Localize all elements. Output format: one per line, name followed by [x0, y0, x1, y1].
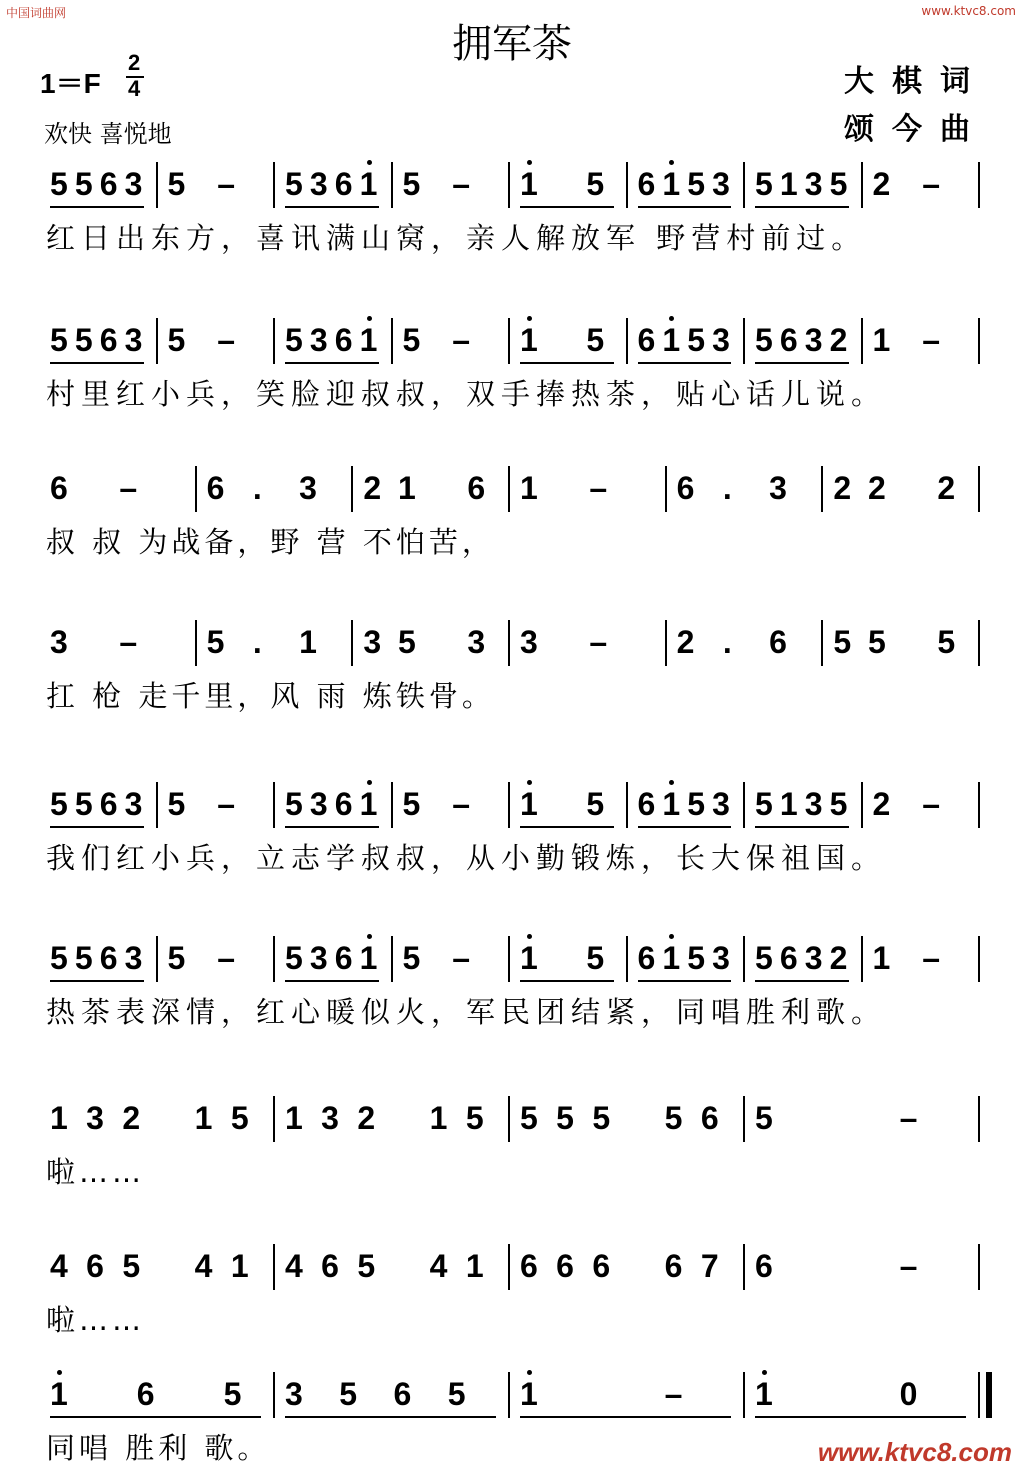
note: 6: [334, 940, 353, 976]
note: 5: [586, 166, 605, 202]
barline: [861, 782, 863, 828]
composer-credit: 颂今曲: [844, 112, 988, 147]
note-row: [44, 622, 994, 666]
note: 5: [402, 940, 421, 976]
barline: [273, 318, 275, 364]
lyricist-credit: 大棋词: [844, 64, 988, 99]
final-barline: [986, 1372, 992, 1418]
note: 3: [50, 624, 68, 660]
note: 3: [124, 940, 143, 976]
note: 2: [363, 470, 382, 506]
barline: [821, 620, 823, 666]
barline: [156, 782, 158, 828]
beam-underline: [520, 1416, 731, 1418]
note-row: [44, 164, 994, 208]
note: 5: [664, 1100, 683, 1136]
note: 1: [662, 940, 681, 976]
note: 5: [50, 166, 68, 202]
note: 5: [223, 1376, 242, 1412]
octave-dot: [367, 160, 372, 165]
note: –: [589, 624, 608, 660]
note: –: [452, 786, 471, 822]
note: 3: [804, 322, 823, 358]
barline: [273, 1244, 275, 1290]
note: –: [119, 470, 138, 506]
note: 5: [755, 166, 773, 202]
key-signature: 1＝F: [40, 68, 101, 99]
note: 5: [586, 322, 605, 358]
note: 1: [359, 166, 378, 202]
note: –: [452, 166, 471, 202]
note: 3: [309, 166, 328, 202]
note: 1: [359, 786, 378, 822]
note: 3: [124, 322, 143, 358]
note: 1: [520, 322, 538, 358]
note: 3: [124, 786, 143, 822]
note: 6: [50, 470, 68, 506]
note: 6: [136, 1376, 155, 1412]
barline: [273, 782, 275, 828]
barline: [273, 1372, 275, 1418]
note: 1: [520, 470, 538, 506]
beam-underline: [50, 1416, 261, 1418]
note: 6: [99, 166, 118, 202]
barline: [743, 1096, 745, 1142]
note: 2: [872, 786, 891, 822]
note: 7: [700, 1248, 719, 1284]
beam-underline: [285, 980, 379, 982]
barline: [743, 782, 745, 828]
note: 5: [206, 624, 225, 660]
note-row: [44, 468, 994, 512]
beam-underline: [285, 362, 379, 364]
lyric-line: 同唱 胜利 歌。: [46, 1431, 271, 1465]
watermark-site-name: 中国词曲网: [6, 6, 67, 20]
note: –: [899, 1100, 918, 1136]
lyric-line: 热茶表深情，红心暖似火，军民团结紧，同唱胜利歌。: [46, 995, 887, 1029]
note: 5: [755, 786, 773, 822]
barline: [391, 162, 393, 208]
note: .: [252, 624, 262, 660]
note: –: [922, 786, 941, 822]
note-row: [44, 1374, 994, 1418]
note: .: [252, 470, 262, 506]
note: 5: [339, 1376, 358, 1412]
barline: [391, 936, 393, 982]
note: 5: [755, 940, 773, 976]
note: 2: [829, 940, 848, 976]
octave-dot: [527, 160, 532, 165]
note: 6: [637, 166, 656, 202]
note: 1: [50, 1100, 68, 1136]
barline: [508, 936, 510, 982]
note: 5: [122, 1248, 141, 1284]
note: 3: [712, 940, 730, 976]
note: –: [217, 786, 236, 822]
note-row: [44, 320, 994, 364]
note: 5: [285, 786, 303, 822]
note: 6: [664, 1248, 683, 1284]
note-row: [44, 784, 994, 828]
note: 1: [398, 470, 416, 506]
note: –: [217, 166, 236, 202]
barline: [978, 466, 980, 512]
barline: [273, 936, 275, 982]
barline: [821, 466, 823, 512]
barline: [626, 936, 628, 982]
note: 6: [520, 1248, 538, 1284]
beam-underline: [520, 826, 614, 828]
barline: [978, 318, 980, 364]
note: 3: [712, 166, 730, 202]
note: 5: [402, 322, 421, 358]
beam-underline: [755, 980, 849, 982]
note: 6: [393, 1376, 412, 1412]
tempo-marking: 欢快 喜悦地: [44, 120, 172, 148]
note: 6: [700, 1100, 719, 1136]
note: 6: [779, 940, 798, 976]
beam-underline: [638, 826, 732, 828]
note: 6: [755, 1248, 773, 1284]
note: 5: [687, 322, 706, 358]
meter-numerator: 2: [128, 50, 141, 75]
barline: [508, 1244, 510, 1290]
note: 5: [402, 166, 421, 202]
barline: [743, 318, 745, 364]
barline: [508, 466, 510, 512]
note: 3: [804, 940, 823, 976]
note: 5: [520, 1100, 538, 1136]
note: 3: [299, 470, 317, 506]
note: 5: [829, 786, 848, 822]
note: 5: [398, 624, 416, 660]
note: 1: [359, 940, 378, 976]
note: 1: [779, 166, 798, 202]
beam-underline: [285, 206, 379, 208]
barline: [508, 1372, 510, 1418]
octave-dot: [57, 1370, 62, 1375]
note: –: [922, 322, 941, 358]
note: –: [922, 940, 941, 976]
octave-dot: [527, 780, 532, 785]
note: 5: [74, 940, 93, 976]
note: 6: [334, 166, 353, 202]
note: 2: [833, 470, 852, 506]
barline: [508, 162, 510, 208]
lyric-line: 扛 枪 走千里，风 雨 炼铁骨。: [46, 679, 495, 713]
barline: [743, 1372, 745, 1418]
note: 5: [586, 786, 605, 822]
beam-underline: [755, 206, 849, 208]
note: 3: [309, 786, 328, 822]
note: 5: [74, 786, 93, 822]
note: 1: [299, 624, 317, 660]
note: 5: [687, 786, 706, 822]
note: 3: [520, 624, 538, 660]
note-row: [44, 1098, 994, 1142]
note: 6: [86, 1248, 104, 1284]
beam-underline: [520, 362, 614, 364]
note: 1: [285, 1100, 303, 1136]
note: 1: [520, 786, 538, 822]
barline: [508, 782, 510, 828]
lyric-line: 叔 叔 为战备，野 营 不怕苦，: [46, 525, 495, 559]
note: 0: [899, 1376, 918, 1412]
note: 6: [99, 322, 118, 358]
note: 6: [556, 1248, 574, 1284]
barline: [743, 162, 745, 208]
note: 1: [230, 1248, 249, 1284]
note: –: [217, 940, 236, 976]
note: 5: [50, 786, 68, 822]
note: 1: [465, 1248, 484, 1284]
note: 4: [194, 1248, 213, 1284]
note: 5: [285, 322, 303, 358]
beam-underline: [285, 1416, 496, 1418]
barline: [156, 936, 158, 982]
barline: [743, 936, 745, 982]
beam-underline: [50, 980, 144, 982]
note: 1: [872, 940, 891, 976]
note: 5: [465, 1100, 484, 1136]
octave-dot: [367, 934, 372, 939]
octave-dot: [527, 316, 532, 321]
note: 5: [687, 166, 706, 202]
note: 6: [99, 940, 118, 976]
lyric-line: 村里红小兵，笑脸迎叔叔，双手捧热茶，贴心话儿说。: [46, 377, 887, 411]
note: 6: [637, 940, 656, 976]
note: 6: [779, 322, 798, 358]
note-row: [44, 1246, 994, 1290]
note: 2: [122, 1100, 141, 1136]
note: 5: [937, 624, 956, 660]
note: 3: [363, 624, 382, 660]
note: 1: [662, 786, 681, 822]
barline: [156, 162, 158, 208]
octave-dot: [762, 1370, 767, 1375]
note: –: [899, 1248, 918, 1284]
beam-underline: [50, 826, 144, 828]
note: 6: [676, 470, 695, 506]
meter-denominator: 4: [128, 76, 141, 101]
barline: [195, 620, 197, 666]
barline: [978, 620, 980, 666]
note: 1: [662, 322, 681, 358]
note: –: [452, 322, 471, 358]
note: 1: [194, 1100, 213, 1136]
note: 5: [829, 166, 848, 202]
note: 4: [285, 1248, 303, 1284]
barline: [665, 466, 667, 512]
note: 2: [872, 166, 891, 202]
note: 2: [676, 624, 695, 660]
octave-dot: [367, 316, 372, 321]
barline: [508, 620, 510, 666]
note: 5: [833, 624, 852, 660]
note: 3: [321, 1100, 339, 1136]
note: 5: [167, 166, 186, 202]
barline: [978, 1372, 980, 1418]
note: 6: [321, 1248, 339, 1284]
barline: [195, 466, 197, 512]
barline: [626, 162, 628, 208]
beam-underline: [638, 362, 732, 364]
note: –: [589, 470, 608, 506]
note: 6: [637, 322, 656, 358]
note: 5: [74, 322, 93, 358]
barline: [978, 162, 980, 208]
note: 6: [206, 470, 225, 506]
note: 5: [402, 786, 421, 822]
note: 5: [357, 1248, 376, 1284]
barline: [273, 162, 275, 208]
note: 3: [124, 166, 143, 202]
lyric-line: 我们红小兵，立志学叔叔，从小勤锻炼，长大保祖国。: [46, 841, 887, 875]
note: 5: [285, 940, 303, 976]
note: 1: [520, 166, 538, 202]
note: 4: [50, 1248, 68, 1284]
beam-underline: [520, 980, 614, 982]
note: 5: [447, 1376, 466, 1412]
lyric-line: 啦……: [46, 1303, 146, 1337]
note: 2: [937, 470, 956, 506]
note: 5: [74, 166, 93, 202]
note: .: [722, 470, 732, 506]
song-title: 拥军茶: [452, 21, 572, 67]
barline: [861, 162, 863, 208]
note: 1: [779, 786, 798, 822]
note: 3: [309, 940, 328, 976]
note: 1: [872, 322, 891, 358]
beam-underline: [638, 980, 732, 982]
note: 1: [755, 1376, 773, 1412]
beam-underline: [638, 206, 732, 208]
note: 1: [359, 322, 378, 358]
note: 3: [712, 786, 730, 822]
note: 3: [769, 470, 787, 506]
barline: [508, 1096, 510, 1142]
barline: [978, 1244, 980, 1290]
octave-dot: [527, 1370, 532, 1375]
barline: [391, 782, 393, 828]
note: 6: [769, 624, 787, 660]
barline: [978, 936, 980, 982]
barline: [156, 318, 158, 364]
note: 3: [285, 1376, 303, 1412]
note: 5: [592, 1100, 611, 1136]
octave-dot: [367, 780, 372, 785]
note: 3: [804, 166, 823, 202]
note: 3: [712, 322, 730, 358]
note: 5: [50, 940, 68, 976]
note: 5: [167, 786, 186, 822]
note: 5: [687, 940, 706, 976]
note: .: [722, 624, 732, 660]
lyric-line: 红日出东方，喜讯满山窝，亲人解放军 野营村前过。: [46, 221, 867, 255]
barline: [743, 1244, 745, 1290]
note: 5: [586, 940, 605, 976]
note: 6: [334, 786, 353, 822]
note: 6: [99, 786, 118, 822]
barline: [978, 1096, 980, 1142]
note: 5: [167, 940, 186, 976]
barline: [861, 936, 863, 982]
note: 1: [520, 1376, 538, 1412]
barline: [508, 318, 510, 364]
barline: [351, 620, 353, 666]
note-row: [44, 938, 994, 982]
note: –: [119, 624, 138, 660]
note: 1: [50, 1376, 68, 1412]
beam-underline: [755, 362, 849, 364]
barline: [626, 782, 628, 828]
beam-underline: [755, 826, 849, 828]
barline: [861, 318, 863, 364]
note: –: [452, 940, 471, 976]
note: 6: [467, 470, 486, 506]
note: 6: [637, 786, 656, 822]
note: 5: [285, 166, 303, 202]
note: 5: [755, 322, 773, 358]
note: –: [664, 1376, 683, 1412]
note: 3: [309, 322, 328, 358]
note: 1: [429, 1100, 448, 1136]
note: –: [217, 322, 236, 358]
barline: [351, 466, 353, 512]
barline: [273, 1096, 275, 1142]
barline: [978, 782, 980, 828]
note: 2: [829, 322, 848, 358]
octave-dot: [527, 934, 532, 939]
note: 5: [230, 1100, 249, 1136]
barline: [665, 620, 667, 666]
note: 4: [429, 1248, 448, 1284]
beam-underline: [285, 826, 379, 828]
note: 2: [357, 1100, 376, 1136]
note: 6: [592, 1248, 611, 1284]
beam-underline: [520, 206, 614, 208]
note: 3: [86, 1100, 104, 1136]
watermark-bottom-url: www.ktvc8.com: [817, 1437, 1012, 1467]
note: 3: [467, 624, 486, 660]
note: 5: [556, 1100, 574, 1136]
note: 1: [662, 166, 681, 202]
beam-underline: [50, 206, 144, 208]
beam-underline: [50, 362, 144, 364]
note: 5: [868, 624, 886, 660]
watermark-url: www.ktvc8.com: [921, 4, 1016, 18]
note: –: [922, 166, 941, 202]
note: 5: [755, 1100, 773, 1136]
barline: [391, 318, 393, 364]
note: 2: [868, 470, 886, 506]
note: 1: [520, 940, 538, 976]
note: 5: [167, 322, 186, 358]
lyric-line: 啦……: [46, 1155, 146, 1189]
note: 5: [50, 322, 68, 358]
beam-underline: [755, 1416, 966, 1418]
barline: [626, 318, 628, 364]
note: 6: [334, 322, 353, 358]
note: 3: [804, 786, 823, 822]
